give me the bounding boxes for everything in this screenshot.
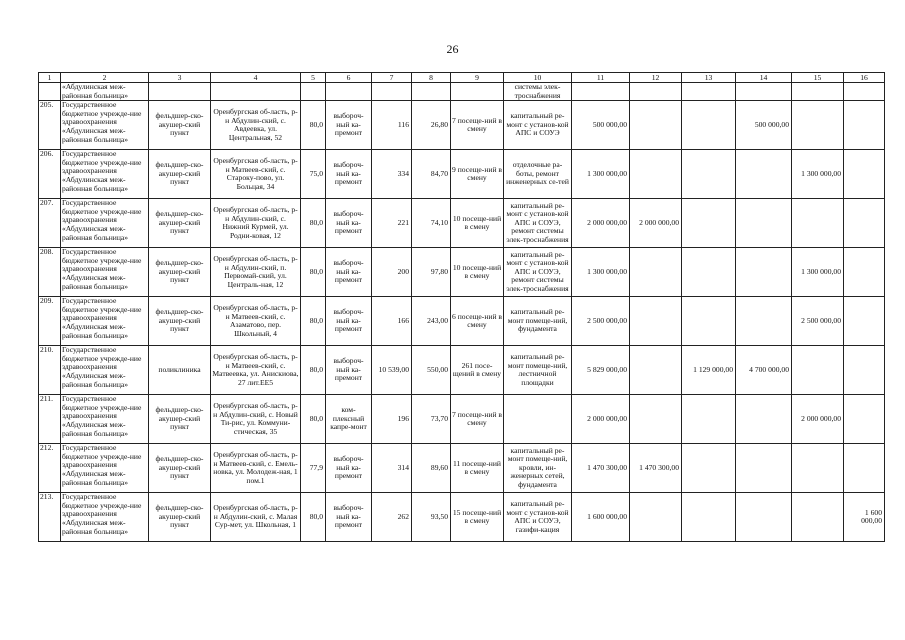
cell-cost-col-14 bbox=[736, 493, 792, 542]
cell-cost-col-16 bbox=[844, 297, 885, 346]
cell-total-cost: 1 600 000,00 bbox=[572, 493, 630, 542]
table-row bbox=[39, 248, 885, 297]
cell-row-number: 212. bbox=[39, 444, 61, 493]
cell-total-cost: 500 000,00 bbox=[572, 101, 630, 150]
table-row bbox=[39, 297, 885, 346]
cell-organization: Государственное бюджетное учрежде-ние здравоохранения «Абдулинская меж-районная больница» bbox=[61, 248, 149, 297]
cell-cost-col-15 bbox=[792, 346, 844, 395]
cell-cost-col-16 bbox=[844, 150, 885, 199]
cell-work-description bbox=[504, 395, 572, 444]
table-row bbox=[39, 101, 885, 150]
cell-cost-col-14 bbox=[736, 199, 792, 248]
cell-facility-type: фельдшер-ско-акушер-ский пункт bbox=[149, 395, 211, 444]
cell-total-cost: 2 000 000,00 bbox=[572, 199, 630, 248]
cell-cost-col-13 bbox=[682, 395, 736, 444]
cell-cost-col-14: 4 700 000,00 bbox=[736, 346, 792, 395]
cell-cost-col-16 bbox=[844, 248, 885, 297]
cell-capacity: 6 посеще-ний в смену bbox=[451, 297, 504, 346]
cell-volume: 200 bbox=[372, 248, 412, 297]
cell-row-number: 209. bbox=[39, 297, 61, 346]
table-row bbox=[39, 346, 885, 395]
cell-capacity: 9 посеще-ний в смену bbox=[451, 150, 504, 199]
cell-cost-col-14 bbox=[736, 395, 792, 444]
cell-address: Оренбургская об-ласть, р-н Абдулин-ский, с. Новый Ти-рис, ул. Коммуни-стическая, 35 bbox=[211, 395, 301, 444]
cell-7 bbox=[372, 83, 412, 101]
cell-cost-col-14 bbox=[736, 248, 792, 297]
cell-volume: 334 bbox=[372, 150, 412, 199]
cell-work-description: капитальный ре-монт с установ-кой АПС и СОУЭ, ремонт системы элек-троснабжения bbox=[504, 199, 572, 248]
cell-facility-type: фельдшер-ско-акушер-ский пункт bbox=[149, 297, 211, 346]
cell-cost-col-15 bbox=[792, 199, 844, 248]
cell-area-sq: 243,00 bbox=[412, 297, 451, 346]
cell-area-sq: 89,60 bbox=[412, 444, 451, 493]
cell-cost-col-16 bbox=[844, 444, 885, 493]
column-number-1: 1 bbox=[39, 73, 61, 83]
cell-cost-col-12 bbox=[630, 395, 682, 444]
cell-volume: 262 bbox=[372, 493, 412, 542]
table-row bbox=[39, 395, 885, 444]
cell-area: 77,9 bbox=[301, 444, 326, 493]
cell-area-sq: 84,70 bbox=[412, 150, 451, 199]
cell-cost-col-14 bbox=[736, 297, 792, 346]
column-number-2: 2 bbox=[61, 73, 149, 83]
column-number-8: 8 bbox=[412, 73, 451, 83]
cell-row-number: 205. bbox=[39, 101, 61, 150]
cell-9 bbox=[451, 83, 504, 101]
cell-area-sq: 93,50 bbox=[412, 493, 451, 542]
cell-cost-col-15 bbox=[792, 493, 844, 542]
cell-address: Оренбургская об-ласть, р-н Матвеев-ский, с. Азаматово, пер. Школьный, 4 bbox=[211, 297, 301, 346]
cell-capacity: 10 посеще-ний в смену bbox=[451, 199, 504, 248]
cell-cost-col-12 bbox=[630, 150, 682, 199]
cell-area: 80,0 bbox=[301, 395, 326, 444]
cell-address: Оренбургская об-ласть, р-н Абдулин-ский, с. Малая Сур-мет, ул. Школьная, 1 bbox=[211, 493, 301, 542]
cell-cost-col-12 bbox=[630, 493, 682, 542]
cell-area: 80,0 bbox=[301, 248, 326, 297]
continuation-row bbox=[39, 83, 885, 101]
cell-capacity: 11 посеще-ний в смену bbox=[451, 444, 504, 493]
cell-area-sq: 74,10 bbox=[412, 199, 451, 248]
column-number-14: 14 bbox=[736, 73, 792, 83]
cell-cost-col-12 bbox=[630, 346, 682, 395]
cell-organization: Государственное бюджетное учрежде-ние здравоохранения «Абдулинская меж-районная больница» bbox=[61, 395, 149, 444]
cell-capacity: 7 посеще-ний в смену bbox=[451, 101, 504, 150]
cell-address: Оренбургская об-ласть, р-н Абдулин-ский, п. Первомай-ский, ул. Централь-ная, 12 bbox=[211, 248, 301, 297]
cell-repair-type: выбороч-ный ка-премонт bbox=[326, 493, 372, 542]
cell-org: «Абдулинская меж-районная больница» bbox=[61, 83, 149, 101]
cell-address: Оренбургская об-ласть, р-н Матвеев-ский, с. Емель-новка, ул. Молодеж-ная, 1 пом.1 bbox=[211, 444, 301, 493]
cell-area: 80,0 bbox=[301, 101, 326, 150]
cell-row-number: 206. bbox=[39, 150, 61, 199]
column-number-15: 15 bbox=[792, 73, 844, 83]
cell-1 bbox=[39, 83, 61, 101]
cell-capacity: 261 посе-щений в смену bbox=[451, 346, 504, 395]
cell-cost-col-12: 1 470 300,00 bbox=[630, 444, 682, 493]
cell-cost-col-14 bbox=[736, 150, 792, 199]
cell-work-description: капитальный ре-монт помеще-ний, кровли, ин-женерных сетей, фундамента bbox=[504, 444, 572, 493]
cell-total-cost: 2 000 000,00 bbox=[572, 395, 630, 444]
cell-address: Оренбургская об-ласть, р-н Матвеев-ский, с. Матвеевка, ул. Анискиова, 27 лит.ЕЕ5 bbox=[211, 346, 301, 395]
column-number-16: 16 bbox=[844, 73, 885, 83]
cell-work-description: капитальный ре-монт помеще-ний, лестничной площадки bbox=[504, 346, 572, 395]
cell-repair-type: выбороч-ный ка-премонт bbox=[326, 150, 372, 199]
cell-organization: Государственное бюджетное учрежде-ние здравоохранения «Абдулинская меж-районная больница» bbox=[61, 444, 149, 493]
cell-facility-type: фельдшер-ско-акушер-ский пункт bbox=[149, 150, 211, 199]
cell-5 bbox=[301, 83, 326, 101]
cell-total-cost: 1 300 000,00 bbox=[572, 248, 630, 297]
cell-work: системы элек-троснабжения bbox=[504, 83, 572, 101]
table-row bbox=[39, 493, 885, 542]
cell-cost-col-15 bbox=[792, 444, 844, 493]
cell-cost-col-16 bbox=[844, 101, 885, 150]
cell-row-number: 208. bbox=[39, 248, 61, 297]
cell-area: 80,0 bbox=[301, 297, 326, 346]
table-row bbox=[39, 444, 885, 493]
cell-8 bbox=[412, 83, 451, 101]
cell-volume: 116 bbox=[372, 101, 412, 150]
cell-capacity: 10 посеще-ний в смену bbox=[451, 248, 504, 297]
cell-14 bbox=[736, 83, 792, 101]
cell-organization: Государственное бюджетное учрежде-ние здравоохранения «Абдулинская меж-районная больница» bbox=[61, 150, 149, 199]
cell-facility-type: фельдшер-ско-акушер-ский пункт bbox=[149, 248, 211, 297]
cell-cost-col-15: 1 300 000,00 bbox=[792, 248, 844, 297]
cell-cost-col-13 bbox=[682, 199, 736, 248]
cell-cost-col-16 bbox=[844, 199, 885, 248]
cell-cost-col-13 bbox=[682, 493, 736, 542]
cell-area-sq: 73,70 bbox=[412, 395, 451, 444]
cell-row-number: 211. bbox=[39, 395, 61, 444]
cell-16 bbox=[844, 83, 885, 101]
repair-register-table bbox=[38, 72, 885, 542]
cell-4 bbox=[211, 83, 301, 101]
cell-11 bbox=[572, 83, 630, 101]
cell-organization: Государственное бюджетное учрежде-ние здравоохранения «Абдулинская меж-районная больница» bbox=[61, 493, 149, 542]
cell-cost-col-14: 500 000,00 bbox=[736, 101, 792, 150]
cell-repair-type: выбороч-ный ка-премонт bbox=[326, 297, 372, 346]
cell-cost-col-16: 1 600 000,00 bbox=[844, 493, 885, 542]
cell-repair-type: выбороч-ный ка-премонт bbox=[326, 444, 372, 493]
cell-organization: Государственное бюджетное учрежде-ние здравоохранения «Абдулинская меж-районная больница» bbox=[61, 101, 149, 150]
cell-facility-type: поликлиника bbox=[149, 346, 211, 395]
column-number-10: 10 bbox=[504, 73, 572, 83]
cell-volume: 166 bbox=[372, 297, 412, 346]
column-number-9: 9 bbox=[451, 73, 504, 83]
cell-13 bbox=[682, 83, 736, 101]
cell-cost-col-16 bbox=[844, 395, 885, 444]
cell-row-number: 213. bbox=[39, 493, 61, 542]
table-row bbox=[39, 199, 885, 248]
cell-facility-type: фельдшер-ско-акушер-ский пункт bbox=[149, 199, 211, 248]
column-number-5: 5 bbox=[301, 73, 326, 83]
cell-volume: 10 539,00 bbox=[372, 346, 412, 395]
cell-total-cost: 1 300 000,00 bbox=[572, 150, 630, 199]
cell-volume: 221 bbox=[372, 199, 412, 248]
cell-work-description: капитальный ре-монт с установ-кой АПС и СОУЭ bbox=[504, 101, 572, 150]
cell-volume: 314 bbox=[372, 444, 412, 493]
cell-cost-col-15 bbox=[792, 101, 844, 150]
cell-row-number: 210. bbox=[39, 346, 61, 395]
cell-address: Оренбургская об-ласть, р-н Абдулин-ский, с. Авдеевка, ул. Центральная, 52 bbox=[211, 101, 301, 150]
cell-cost-col-13 bbox=[682, 297, 736, 346]
cell-capacity: 15 посеще-ний в смену bbox=[451, 493, 504, 542]
cell-15 bbox=[792, 83, 844, 101]
cell-work-description: отделочные ра-боты, ремонт инженерных се-тей bbox=[504, 150, 572, 199]
cell-12 bbox=[630, 83, 682, 101]
cell-cost-col-12 bbox=[630, 297, 682, 346]
column-number-13: 13 bbox=[682, 73, 736, 83]
cell-facility-type: фельдшер-ско-акушер-ский пункт bbox=[149, 493, 211, 542]
cell-area: 80,0 bbox=[301, 493, 326, 542]
cell-area-sq: 26,80 bbox=[412, 101, 451, 150]
cell-work-description: капитальный ре-монт с установ-кой АПС и СОУЭ, газифи-кация bbox=[504, 493, 572, 542]
column-number-11: 11 bbox=[572, 73, 630, 83]
cell-area: 80,0 bbox=[301, 199, 326, 248]
cell-organization: Государственное бюджетное учрежде-ние здравоохранения «Абдулинская меж-районная больница» bbox=[61, 297, 149, 346]
cell-cost-col-13 bbox=[682, 444, 736, 493]
cell-cost-col-15: 2 500 000,00 bbox=[792, 297, 844, 346]
cell-address: Оренбургская об-ласть, р-н Абдулин-ский, с. Нижний Курмей, ул. Родни-ковая, 12 bbox=[211, 199, 301, 248]
cell-cost-col-13 bbox=[682, 248, 736, 297]
cell-cost-col-16 bbox=[844, 346, 885, 395]
cell-cost-col-15: 2 000 000,00 bbox=[792, 395, 844, 444]
cell-repair-type: выбороч-ный ка-премонт bbox=[326, 248, 372, 297]
cell-total-cost: 1 470 300,00 bbox=[572, 444, 630, 493]
cell-capacity: 7 посеще-ний в смену bbox=[451, 395, 504, 444]
cell-repair-type: выбороч-ный ка-премонт bbox=[326, 101, 372, 150]
column-number-7: 7 bbox=[372, 73, 412, 83]
cell-area-sq: 550,00 bbox=[412, 346, 451, 395]
cell-facility-type: фельдшер-ско-акушер-ский пункт bbox=[149, 444, 211, 493]
cell-cost-col-13 bbox=[682, 150, 736, 199]
cell-cost-col-14 bbox=[736, 444, 792, 493]
cell-repair-type: выбороч-ный ка-премонт bbox=[326, 199, 372, 248]
cell-area: 75,0 bbox=[301, 150, 326, 199]
column-number-12: 12 bbox=[630, 73, 682, 83]
cell-organization: Государственное бюджетное учрежде-ние здравоохранения «Абдулинская меж-районная больница» bbox=[61, 199, 149, 248]
cell-3 bbox=[149, 83, 211, 101]
cell-volume: 196 bbox=[372, 395, 412, 444]
column-number-4: 4 bbox=[211, 73, 301, 83]
column-number-row bbox=[39, 73, 885, 83]
cell-cost-col-13: 1 129 000,00 bbox=[682, 346, 736, 395]
cell-area: 80,0 bbox=[301, 346, 326, 395]
cell-row-number: 207. bbox=[39, 199, 61, 248]
column-number-6: 6 bbox=[326, 73, 372, 83]
cell-cost-col-12 bbox=[630, 248, 682, 297]
cell-repair-type: ком-плексный капре-монт bbox=[326, 395, 372, 444]
cell-total-cost: 2 500 000,00 bbox=[572, 297, 630, 346]
cell-cost-col-12: 2 000 000,00 bbox=[630, 199, 682, 248]
cell-total-cost: 5 829 000,00 bbox=[572, 346, 630, 395]
cell-work-description: капитальный ре-монт помеще-ний, фундамента bbox=[504, 297, 572, 346]
cell-6 bbox=[326, 83, 372, 101]
page-number: 26 bbox=[446, 42, 459, 56]
cell-address: Оренбургская об-ласть, р-н Матвеев-ский, с. Староку-пово, ул. Больцая, 34 bbox=[211, 150, 301, 199]
cell-cost-col-13 bbox=[682, 101, 736, 150]
column-number-3: 3 bbox=[149, 73, 211, 83]
cell-repair-type: выбороч-ный ка-премонт bbox=[326, 346, 372, 395]
cell-organization: Государственное бюджетное учрежде-ние здравоохранения «Абдулинская меж-районная больница» bbox=[61, 346, 149, 395]
cell-cost-col-12 bbox=[630, 101, 682, 150]
table-row bbox=[39, 150, 885, 199]
cell-area-sq: 97,80 bbox=[412, 248, 451, 297]
cell-facility-type: фельдшер-ско-акушер-ский пункт bbox=[149, 101, 211, 150]
cell-cost-col-15: 1 300 000,00 bbox=[792, 150, 844, 199]
cell-work-description: капитальный ре-монт с установ-кой АПС и СОУЭ, ремонт системы элек-троснабжения bbox=[504, 248, 572, 297]
